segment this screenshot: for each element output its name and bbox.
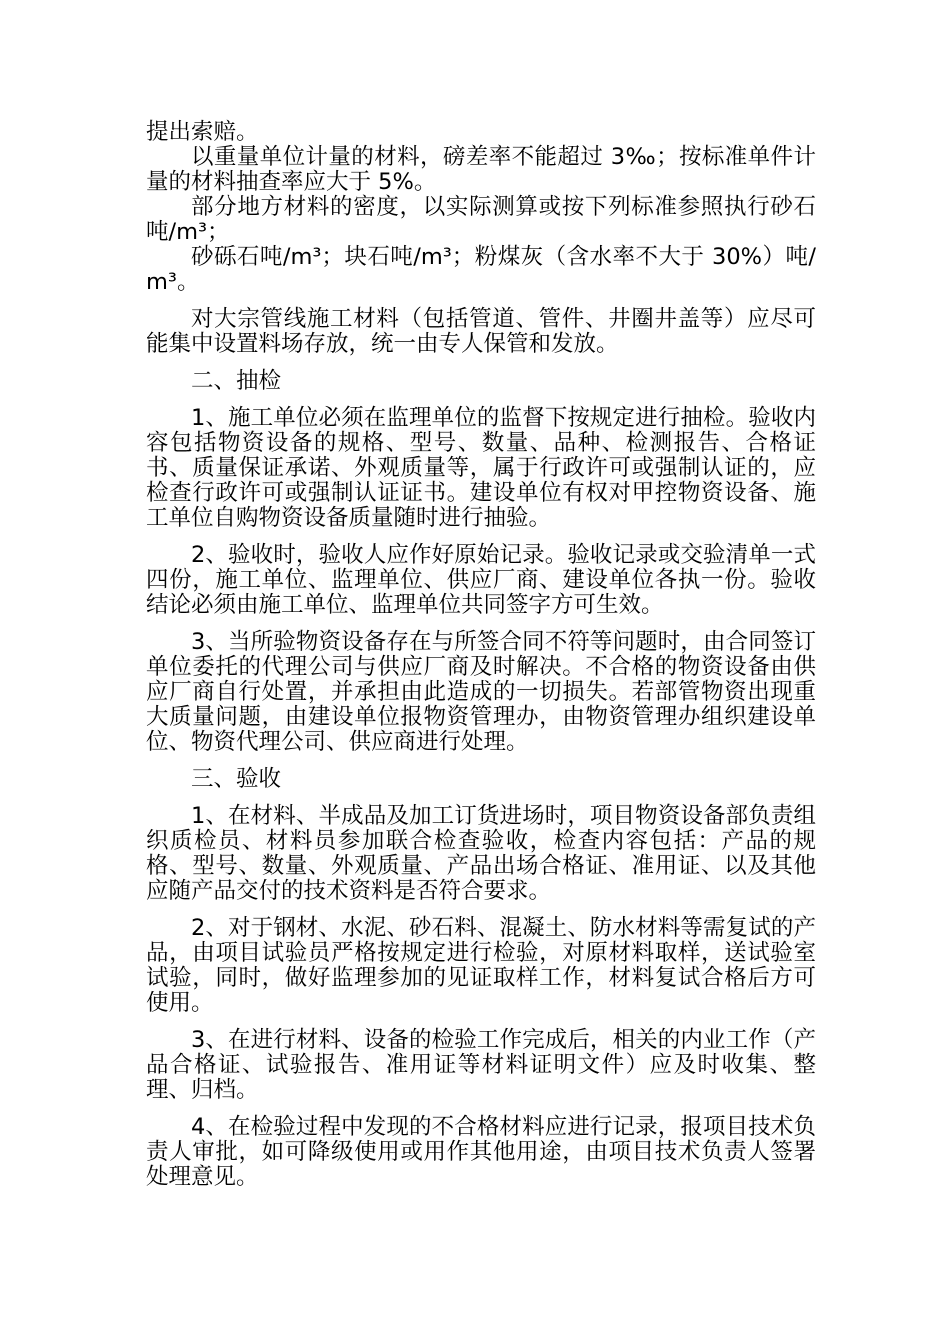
paragraph-sampling-3: 3、当所验物资设备存在与所签合同不符等问题时，由合同签订单位委托的代理公司与供应厂商及时解决。不合格的物资设备由供应厂商自行处置，并承担由此造成的一切损失。若部管物资出现重大质量问题，由建设单位报物资管理办，由物资管理办组织建设单位、物资代理公司、供应商进行处理。 [146,629,816,755]
paragraph-pipeline-storage: 对大宗管线施工材料（包括管道、管件、井圈井盖等）应尽可能集中设置料场存放，统一由专人保管和发放。 [146,306,816,357]
paragraph-acceptance-3: 3、在进行材料、设备的检验工作完成后，相关的内业工作（产品合格证、试验报告、准用证等材料证明文件）应及时收集、整理、归档。 [146,1027,816,1103]
paragraph-acceptance-2: 2、对于钢材、水泥、砂石料、混凝土、防水材料等需复试的产品，由项目试验员严格按规定进行检验，对原材料取样，送试验室试验，同时，做好监理参加的见证取样工作，材料复试合格后方可使用。 [146,915,816,1016]
section-heading-sampling: 二、抽检 [191,368,282,394]
paragraph-material-density: 部分地方材料的密度，以实际测算或按下列标准参照执行砂石吨/m³； [146,194,816,245]
paragraph-sampling-2: 2、验收时，验收人应作好原始记录。验收记录或交验清单一式四份，施工单位、监理单位、供应厂商、建设单位各执一份。验收结论必须由施工单位、监理单位共同签字方可生效。 [146,542,816,618]
paragraph-continued: 提出索赔。 [146,119,259,145]
paragraph-weighing-tolerance: 以重量单位计量的材料，磅差率不能超过 3‰；按标准单件计量的材料抽查率应大于 5%。 [146,144,816,195]
paragraph-acceptance-4: 4、在检验过程中发现的不合格材料应进行记录，报项目技术负责人审批，如可降级使用或用作其他用途，由项目技术负责人签署处理意见。 [146,1114,816,1190]
paragraph-sampling-1: 1、施工单位必须在监理单位的监督下按规定进行抽检。验收内容包括物资设备的规格、型号、数量、品种、检测报告、合格证书、质量保证承诺、外观质量等，属于行政许可或强制认证的，应检查行政许可或强制认证证书。建设单位有权对甲控物资设备、施工单位自购物资设备质量随时进行抽验。 [146,405,816,531]
paragraph-gravel-density: 砂砾石吨/m³；块石吨/m³；粉煤灰（含水率不大于 30%）吨/m³。 [146,244,816,295]
section-heading-acceptance: 三、验收 [191,766,282,792]
document-page [146,120,816,1190]
paragraph-acceptance-1: 1、在材料、半成品及加工订货进场时，项目物资设备部负责组织质检员、材料员参加联合检查验收，检查内容包括：产品的规格、型号、数量、外观质量、产品出场合格证、准用证、以及其他应随产品交付的技术资料是否符合要求。 [146,803,816,904]
